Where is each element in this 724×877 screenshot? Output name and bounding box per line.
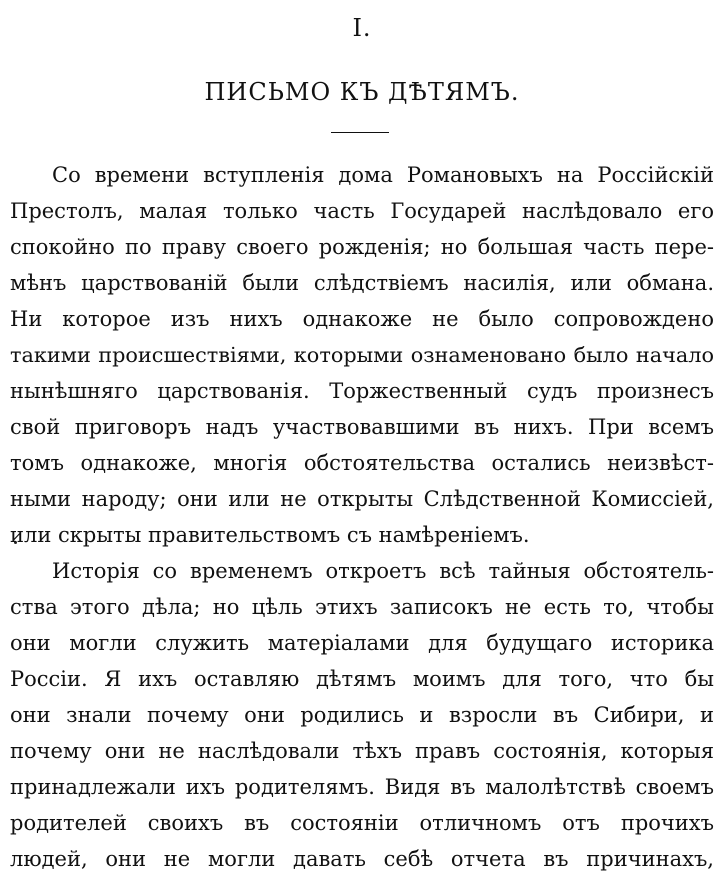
text-line: Исторія со временемъ откроетъ всѣ тайныя обстоятель- bbox=[52, 559, 714, 583]
text-line: спокойно по праву своего рожденія; но большая часть пере- bbox=[10, 235, 714, 259]
chapter-number: I. bbox=[352, 14, 372, 42]
text-line: такими происшествіями, которыми ознаменовано было начало bbox=[10, 343, 714, 367]
text-line: принадлежали ихъ родителямъ. Видя въ малолѣтствѣ своемъ bbox=[10, 775, 714, 799]
text-line: Ни которое изъ нихъ однакоже не было сопровождено bbox=[10, 307, 714, 331]
title-divider bbox=[331, 132, 389, 133]
chapter-title: ПИСЬМО КЪ ДѢТЯМЪ. bbox=[204, 78, 520, 106]
text-line: они знали почему они родились и взросли въ Сибири, и bbox=[10, 703, 714, 727]
text-line: свой приговоръ надъ участвовавшими въ нихъ. При всемъ bbox=[10, 415, 714, 439]
text-line: ства этого дѣла; но цѣль этихъ записокъ не есть то, чтобы bbox=[10, 595, 714, 619]
text-line: Со времени вступленія дома Романовыхъ на Россійскій bbox=[52, 163, 714, 187]
text-line: людей, они не могли давать себѣ отчета въ причинахъ, bbox=[10, 847, 714, 871]
text-line: Россіи. Я ихъ оставляю дѣтямъ моимъ для того, что бы bbox=[10, 667, 714, 691]
body-text bbox=[10, 157, 714, 877]
text-line: мѣнъ царствованій были слѣдствіемъ насилія, или обмана. bbox=[10, 271, 714, 295]
text-line: томъ однакоже, многія обстоятельства остались неизвѣст- bbox=[10, 451, 714, 475]
text-line: почему они не наслѣдовали тѣхъ правъ состоянія, которыя bbox=[10, 739, 714, 763]
text-line: нынѣшняго царствованія. Торжественный судъ произнесъ bbox=[10, 379, 714, 403]
text-line: или скрыты правительствомъ съ намѣреніемъ. bbox=[10, 523, 530, 547]
text-line: они могли служить матеріалами для будущаго историка bbox=[10, 631, 714, 655]
text-line: родителей своихъ въ состояніи отличномъ отъ прочихъ bbox=[10, 811, 714, 835]
text-line: Престолъ, малая только часть Государей наслѣдовало его bbox=[10, 199, 714, 223]
text-line: ными народу; они или не открыты Слѣдственной Комиссіей, bbox=[10, 487, 714, 511]
